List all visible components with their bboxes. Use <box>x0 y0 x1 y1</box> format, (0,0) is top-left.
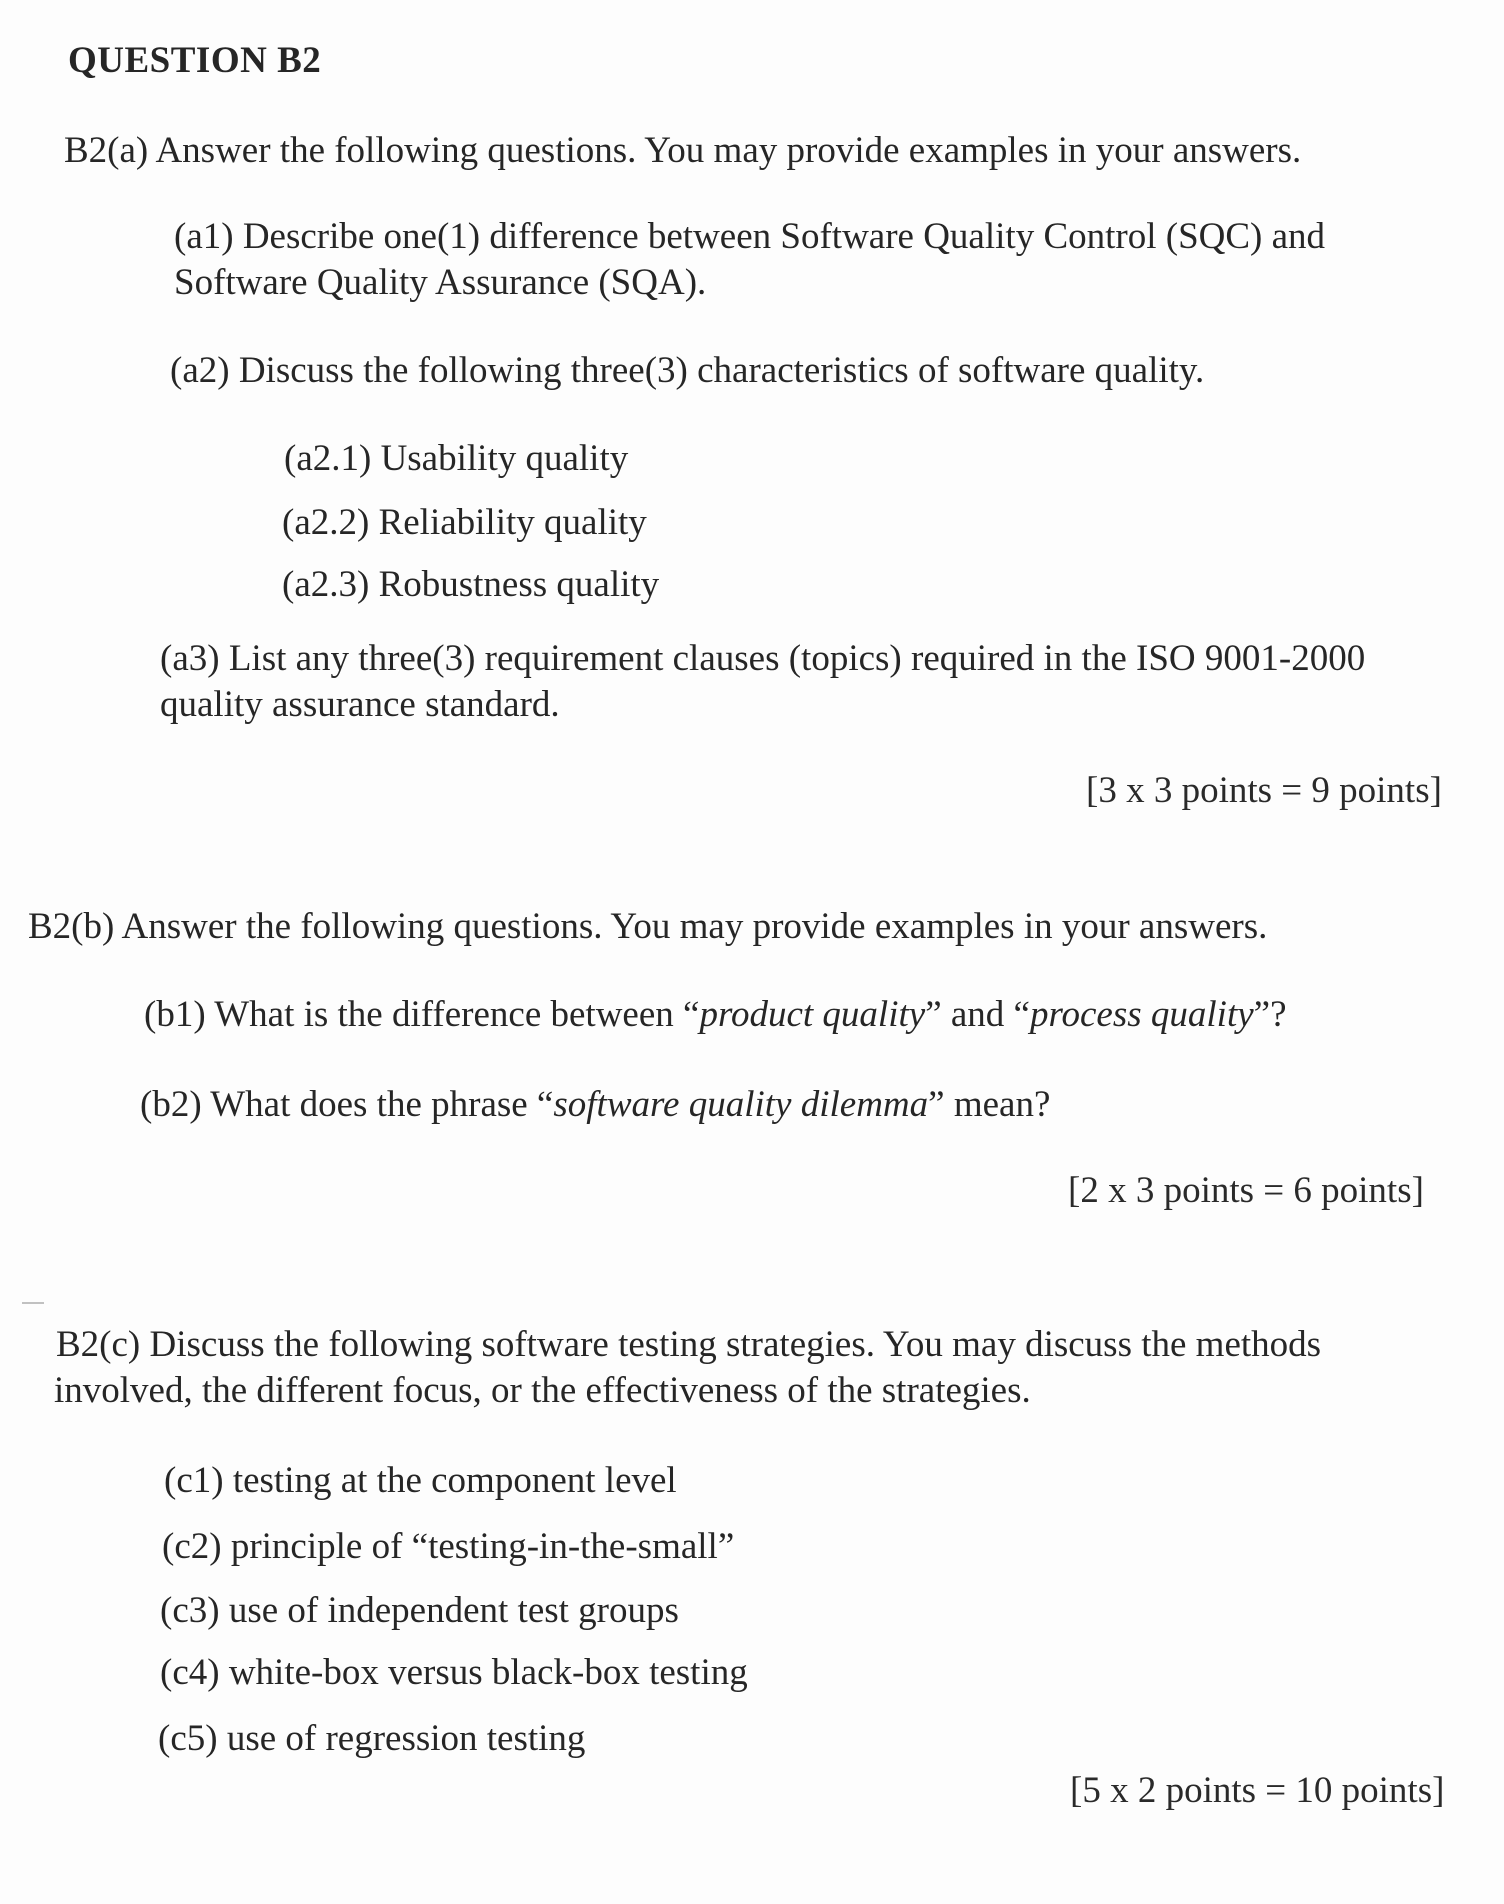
b1-prefix: (b1) What is the difference between “ <box>144 994 700 1035</box>
scan-mark <box>22 1302 44 1304</box>
b1-term-product-quality: product quality <box>699 994 926 1035</box>
c2-item: (c2) principle of “testing-in-the-small” <box>162 1526 735 1567</box>
b1-question <box>144 992 1287 1038</box>
a2-item-usability: (a2.1) Usability quality <box>284 438 629 479</box>
b1-suffix: ”? <box>1253 994 1287 1035</box>
c5-item: (c5) use of regression testing <box>158 1718 586 1759</box>
b1-mid: ” and “ <box>925 994 1030 1035</box>
part-c-intro-line-1: B2(c) Discuss the following software testing strategies. You may discuss the methods <box>56 1324 1322 1365</box>
b2-term-dilemma: software quality dilemma <box>553 1084 929 1125</box>
b2-suffix: ” mean? <box>928 1084 1051 1125</box>
a1-line-2: Software Quality Assurance (SQA). <box>174 262 707 303</box>
part-b-marks: [2 x 3 points = 6 points] <box>1068 1170 1424 1211</box>
c3-item: (c3) use of independent test groups <box>160 1590 679 1631</box>
a2-item-robustness: (a2.3) Robustness quality <box>282 564 660 605</box>
part-c-marks: [5 x 2 points = 10 points] <box>1070 1770 1445 1811</box>
c4-item: (c4) white-box versus black-box testing <box>160 1652 748 1693</box>
part-c-intro-line-2: involved, the different focus, or the effectiveness of the strategies. <box>54 1370 1031 1411</box>
a2-item-reliability: (a2.2) Reliability quality <box>282 502 647 543</box>
b1-term-process-quality: process quality <box>1029 994 1254 1035</box>
b2-prefix: (b2) What does the phrase “ <box>140 1084 554 1125</box>
c1-item: (c1) testing at the component level <box>164 1460 677 1501</box>
a2-question: (a2) Discuss the following three(3) characteristics of software quality. <box>170 350 1205 391</box>
part-a-marks: [3 x 3 points = 9 points] <box>1086 770 1442 811</box>
question-heading: QUESTION B2 <box>68 40 322 81</box>
a3-line-2: quality assurance standard. <box>160 684 560 725</box>
b2-question <box>140 1082 1050 1128</box>
part-b-intro: B2(b) Answer the following questions. You may provide examples in your answers. <box>28 906 1268 947</box>
a1-line-1: (a1) Describe one(1) difference between Software Quality Control (SQC) and <box>174 216 1326 257</box>
a3-line-1: (a3) List any three(3) requirement clauses (topics) required in the ISO 9001-2000 <box>160 638 1366 679</box>
part-a-intro: B2(a) Answer the following questions. You may provide examples in your answers. <box>64 130 1302 171</box>
